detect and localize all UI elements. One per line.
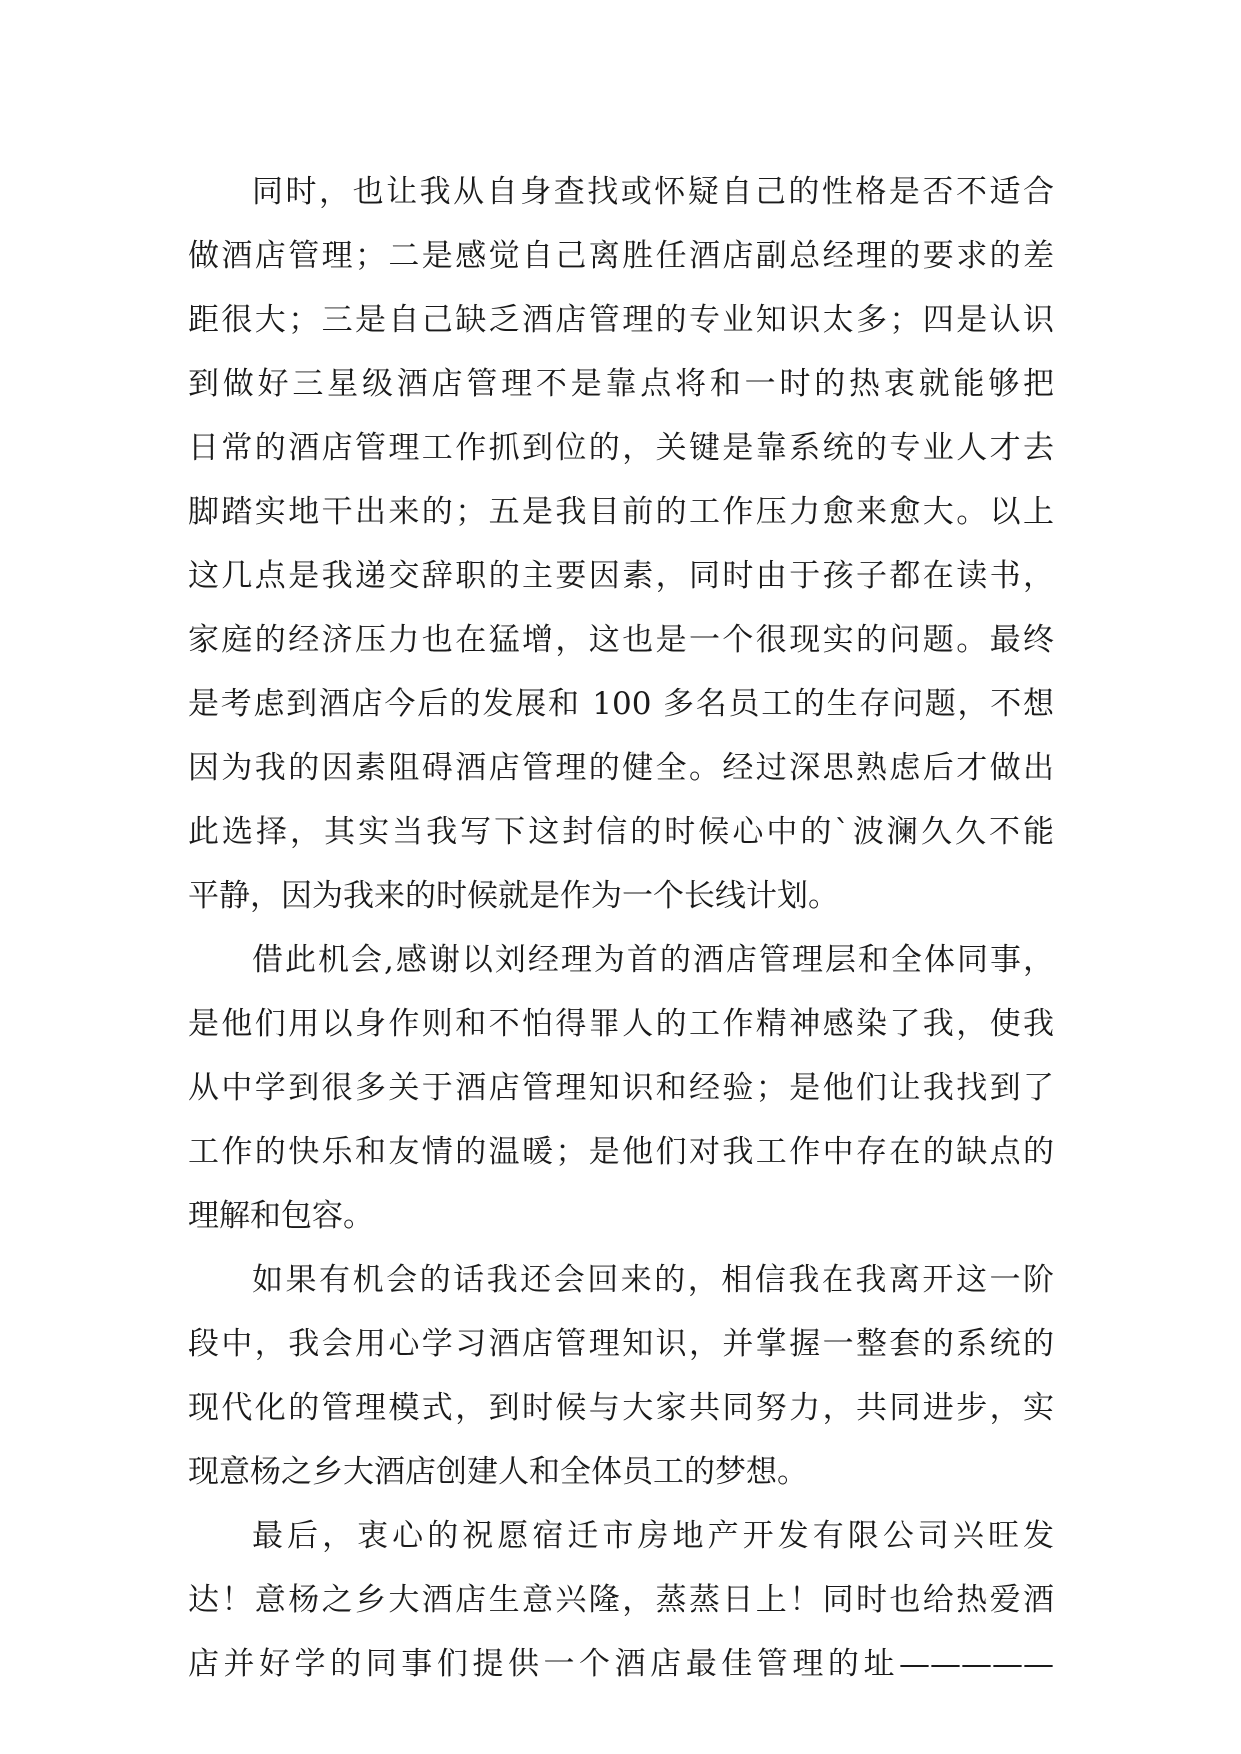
- text-line: 现代化的管理模式，到时候与大家共同努力，共同进步，实: [188, 1390, 1054, 1426]
- text-line: 平静，因为我来的时候就是作为一个长线计划。: [188, 878, 839, 914]
- text-line: 到做好三星级酒店管理不是靠点将和一时的热衷就能够把: [188, 366, 1054, 402]
- text-line: 如果有机会的话我还会回来的，相信我在我离开这一阶: [252, 1262, 1054, 1298]
- text-line: 店并好学的同事们提供一个酒店最佳管理的址—————: [188, 1646, 1054, 1682]
- text-line: 达！意杨之乡大酒店生意兴隆，蒸蒸日上！同时也给热爱酒: [188, 1582, 1054, 1618]
- text-line: 段中，我会用心学习酒店管理知识，并掌握一整套的系统的: [188, 1326, 1054, 1362]
- text-line: 做酒店管理；二是感觉自己离胜任酒店副总经理的要求的差: [188, 238, 1054, 274]
- text-line: 理解和包容。: [188, 1198, 374, 1234]
- text-line: 距很大；三是自己缺乏酒店管理的专业知识太多；四是认识: [188, 302, 1054, 338]
- text-line: 同时，也让我从自身查找或怀疑自己的性格是否不适合: [252, 174, 1054, 210]
- text-line: 这几点是我递交辞职的主要因素，同时由于孩子都在读书，: [188, 558, 1054, 594]
- text-line: 工作的快乐和友情的温暖；是他们对我工作中存在的缺点的: [188, 1134, 1054, 1170]
- paragraph-1: [188, 160, 1054, 928]
- paragraph-2: [188, 928, 1054, 1248]
- text-line: 是考虑到酒店今后的发展和 100 多名员工的生存问题，不想: [188, 686, 1054, 722]
- text-line: 日常的酒店管理工作抓到位的，关键是靠系统的专业人才去: [188, 430, 1054, 466]
- text-line: 最后，衷心的祝愿宿迁市房地产开发有限公司兴旺发: [252, 1518, 1054, 1554]
- text-line: 现意杨之乡大酒店创建人和全体员工的梦想。: [188, 1454, 808, 1490]
- text-line: 借此机会,感谢以刘经理为首的酒店管理层和全体同事，: [252, 942, 1054, 978]
- text-line: 从中学到很多关于酒店管理知识和经验；是他们让我找到了: [188, 1070, 1054, 1106]
- paragraph-4: [188, 1504, 1054, 1696]
- paragraph-3: [188, 1248, 1054, 1504]
- text-line: 是他们用以身作则和不怕得罪人的工作精神感染了我，使我: [188, 1006, 1054, 1042]
- text-line: 家庭的经济压力也在猛增，这也是一个很现实的问题。最终: [188, 622, 1054, 658]
- text-line: 此选择，其实当我写下这封信的时候心中的`波澜久久不能: [188, 814, 1054, 850]
- document-body: [188, 160, 1054, 1696]
- text-line: 因为我的因素阻碍酒店管理的健全。经过深思熟虑后才做出: [188, 750, 1054, 786]
- text-line: 脚踏实地干出来的；五是我目前的工作压力愈来愈大。以上: [188, 494, 1054, 530]
